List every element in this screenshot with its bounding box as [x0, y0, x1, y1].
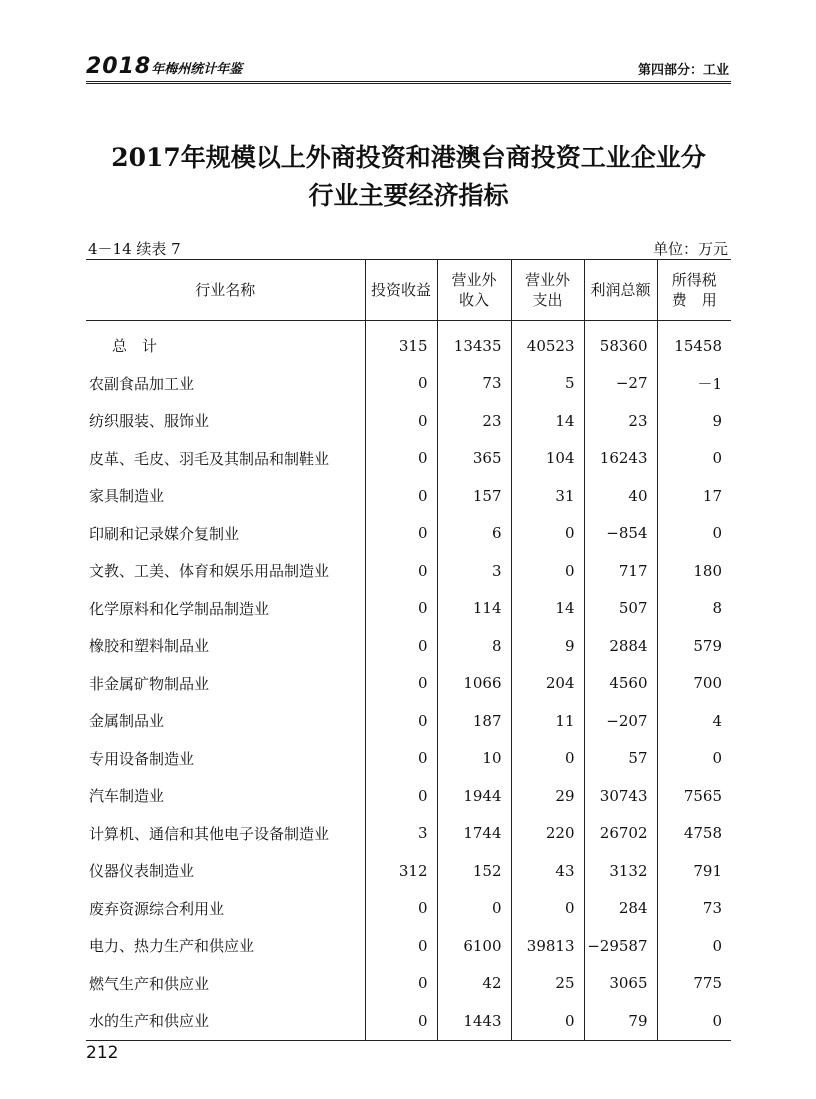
cell-income-tax: 0 [657, 515, 731, 553]
cell-total-profit: −29587 [584, 927, 657, 965]
row-name: 电力、热力生产和供应业 [89, 937, 255, 956]
cell-non-op-income: 114 [437, 590, 511, 628]
cell-investment-income: 0 [365, 590, 437, 628]
cell-total-profit: 507 [584, 590, 657, 628]
cell-investment-income: 0 [365, 777, 437, 815]
cell-non-op-income: 1443 [437, 1002, 511, 1040]
table-row [86, 702, 731, 740]
cell-investment-income: 0 [365, 927, 437, 965]
cell-income-tax: 4 [657, 702, 731, 740]
row-name: 农副食品加工业 [89, 374, 195, 393]
table-row [86, 665, 731, 703]
row-name: 燃气生产和供应业 [89, 974, 210, 993]
cell-non-op-income: 73 [437, 365, 511, 403]
cell-non-op-expense: 104 [511, 440, 584, 478]
table-row [86, 852, 731, 890]
table-row [86, 927, 731, 965]
table-row [86, 777, 731, 815]
cell-investment-income: 0 [365, 402, 437, 440]
cell-total-profit: 717 [584, 552, 657, 590]
row-name: 仪器仪表制造业 [89, 862, 195, 881]
cell-total-profit: 284 [584, 890, 657, 928]
table-row [86, 1002, 731, 1040]
row-name: 文教、工美、体育和娱乐用品制造业 [89, 562, 330, 581]
cell-total-profit: 79 [584, 1002, 657, 1040]
table-row [86, 740, 731, 778]
cell-investment-income: 0 [365, 702, 437, 740]
row-name: 皮革、毛皮、羽毛及其制品和制鞋业 [89, 449, 330, 468]
cell-non-op-expense: 14 [511, 590, 584, 628]
col-header-investment-income: 投资收益 [365, 260, 437, 321]
cell-investment-income: 0 [365, 627, 437, 665]
cell-income-tax: 9 [657, 402, 731, 440]
cell-non-op-expense: 40523 [511, 321, 584, 365]
cell-total-profit: 23 [584, 402, 657, 440]
table-row [86, 552, 731, 590]
cell-non-op-expense: 0 [511, 740, 584, 778]
col-header-income-tax: 所得税 费 用 [657, 260, 731, 321]
header-rule [86, 81, 731, 84]
cell-non-op-income: 157 [437, 477, 511, 515]
table-row [86, 590, 731, 628]
cell-income-tax: 8 [657, 590, 731, 628]
row-name: 化学原料和化学制品制造业 [89, 599, 270, 618]
cell-non-op-income: 23 [437, 402, 511, 440]
cell-investment-income: 0 [365, 515, 437, 553]
cell-total-profit: 58360 [584, 321, 657, 365]
cell-investment-income: 0 [365, 552, 437, 590]
running-header [86, 52, 731, 78]
cell-income-tax: 4758 [657, 815, 731, 853]
yearbook-title [86, 54, 242, 79]
cell-total-profit: 16243 [584, 440, 657, 478]
cell-income-tax: 15458 [657, 321, 731, 365]
cell-non-op-income: 0 [437, 890, 511, 928]
cell-investment-income: 0 [365, 440, 437, 478]
row-name: 纺织服装、服饰业 [89, 412, 210, 431]
section-label: 第四部分：工业 [637, 63, 729, 78]
cell-total-profit: 57 [584, 740, 657, 778]
cell-non-op-expense: 43 [511, 852, 584, 890]
cell-non-op-expense: 5 [511, 365, 584, 403]
yearbook-name: 年梅州统计年鉴 [151, 62, 243, 77]
cell-non-op-income: 10 [437, 740, 511, 778]
cell-investment-income: 0 [365, 965, 437, 1003]
cell-total-profit: 40 [584, 477, 657, 515]
cell-non-op-expense: 0 [511, 552, 584, 590]
cell-non-op-income: 42 [437, 965, 511, 1003]
unit-label: 单位：万元 [652, 240, 728, 258]
row-name: 非金属矿物制品业 [89, 674, 210, 693]
row-name: 印刷和记录媒介复制业 [89, 524, 240, 543]
cell-income-tax: －1 [657, 365, 731, 403]
cell-non-op-expense: 29 [511, 777, 584, 815]
cell-total-profit: −854 [584, 515, 657, 553]
page-title-line1: 2017年规模以上外商投资和港澳台商投资工业企业分 [111, 143, 706, 172]
cell-total-profit: −27 [584, 365, 657, 403]
cell-total-profit: 3132 [584, 852, 657, 890]
cell-non-op-income: 13435 [437, 321, 511, 365]
cell-total-profit: 30743 [584, 777, 657, 815]
row-name: 汽车制造业 [89, 787, 165, 806]
cell-income-tax: 0 [657, 1002, 731, 1040]
row-name: 总 计 [112, 337, 158, 356]
cell-income-tax: 0 [657, 440, 731, 478]
table-row [86, 440, 731, 478]
table-id: 4－14 续表 7 [88, 240, 181, 258]
table-row [86, 515, 731, 553]
row-name: 金属制品业 [89, 712, 165, 731]
page-number: 212 [86, 1043, 119, 1063]
cell-non-op-expense: 11 [511, 702, 584, 740]
cell-non-op-income: 1944 [437, 777, 511, 815]
cell-income-tax: 73 [657, 890, 731, 928]
col-header-non-op-expense: 营业外 支出 [511, 260, 584, 321]
cell-income-tax: 700 [657, 665, 731, 703]
cell-non-op-income: 1744 [437, 815, 511, 853]
cell-income-tax: 0 [657, 740, 731, 778]
cell-non-op-expense: 39813 [511, 927, 584, 965]
table-header-row [86, 260, 731, 321]
row-name: 橡胶和塑料制品业 [89, 637, 210, 656]
table-row [86, 815, 731, 853]
cell-investment-income: 3 [365, 815, 437, 853]
table-row [86, 365, 731, 403]
cell-non-op-income: 152 [437, 852, 511, 890]
statistics-table [86, 259, 731, 1041]
cell-non-op-expense: 25 [511, 965, 584, 1003]
cell-income-tax: 791 [657, 852, 731, 890]
cell-investment-income: 0 [365, 890, 437, 928]
table-row [86, 890, 731, 928]
cell-income-tax: 7565 [657, 777, 731, 815]
cell-non-op-expense: 9 [511, 627, 584, 665]
cell-non-op-expense: 204 [511, 665, 584, 703]
cell-investment-income: 0 [365, 740, 437, 778]
cell-non-op-expense: 0 [511, 515, 584, 553]
cell-investment-income: 312 [365, 852, 437, 890]
cell-investment-income: 315 [365, 321, 437, 365]
cell-non-op-income: 6100 [437, 927, 511, 965]
col-header-name: 行业名称 [86, 260, 365, 321]
table-row [86, 965, 731, 1003]
cell-non-op-income: 3 [437, 552, 511, 590]
cell-non-op-expense: 31 [511, 477, 584, 515]
col-header-total-profit: 利润总额 [584, 260, 657, 321]
table-row-total [86, 321, 731, 365]
cell-non-op-income: 8 [437, 627, 511, 665]
col-header-non-op-income: 营业外 收入 [437, 260, 511, 321]
cell-non-op-expense: 0 [511, 890, 584, 928]
cell-income-tax: 180 [657, 552, 731, 590]
row-name: 计算机、通信和其他电子设备制造业 [89, 824, 330, 843]
row-name: 家具制造业 [89, 487, 165, 506]
row-name: 水的生产和供应业 [86, 1002, 365, 1040]
page-title-line2: 行业主要经济指标 [308, 181, 509, 210]
row-name: 专用设备制造业 [89, 749, 195, 768]
cell-non-op-expense: 14 [511, 402, 584, 440]
cell-non-op-income: 6 [437, 515, 511, 553]
table-row [86, 477, 731, 515]
cell-non-op-income: 1066 [437, 665, 511, 703]
cell-investment-income: 0 [365, 365, 437, 403]
cell-total-profit: −207 [584, 702, 657, 740]
row-name: 废弃资源综合利用业 [89, 899, 225, 918]
cell-total-profit: 2884 [584, 627, 657, 665]
cell-total-profit: 3065 [584, 965, 657, 1003]
cell-income-tax: 775 [657, 965, 731, 1003]
cell-total-profit: 4560 [584, 665, 657, 703]
table-row [86, 402, 731, 440]
cell-non-op-income: 187 [437, 702, 511, 740]
cell-non-op-expense: 0 [511, 1002, 584, 1040]
cell-non-op-income: 365 [437, 440, 511, 478]
cell-non-op-expense: 220 [511, 815, 584, 853]
cell-income-tax: 579 [657, 627, 731, 665]
cell-investment-income: 0 [365, 1002, 437, 1040]
cell-income-tax: 0 [657, 927, 731, 965]
cell-income-tax: 17 [657, 477, 731, 515]
cell-investment-income: 0 [365, 665, 437, 703]
cell-investment-income: 0 [365, 477, 437, 515]
yearbook-year: 2018 [86, 54, 152, 79]
cell-total-profit: 26702 [584, 815, 657, 853]
table-row [86, 627, 731, 665]
